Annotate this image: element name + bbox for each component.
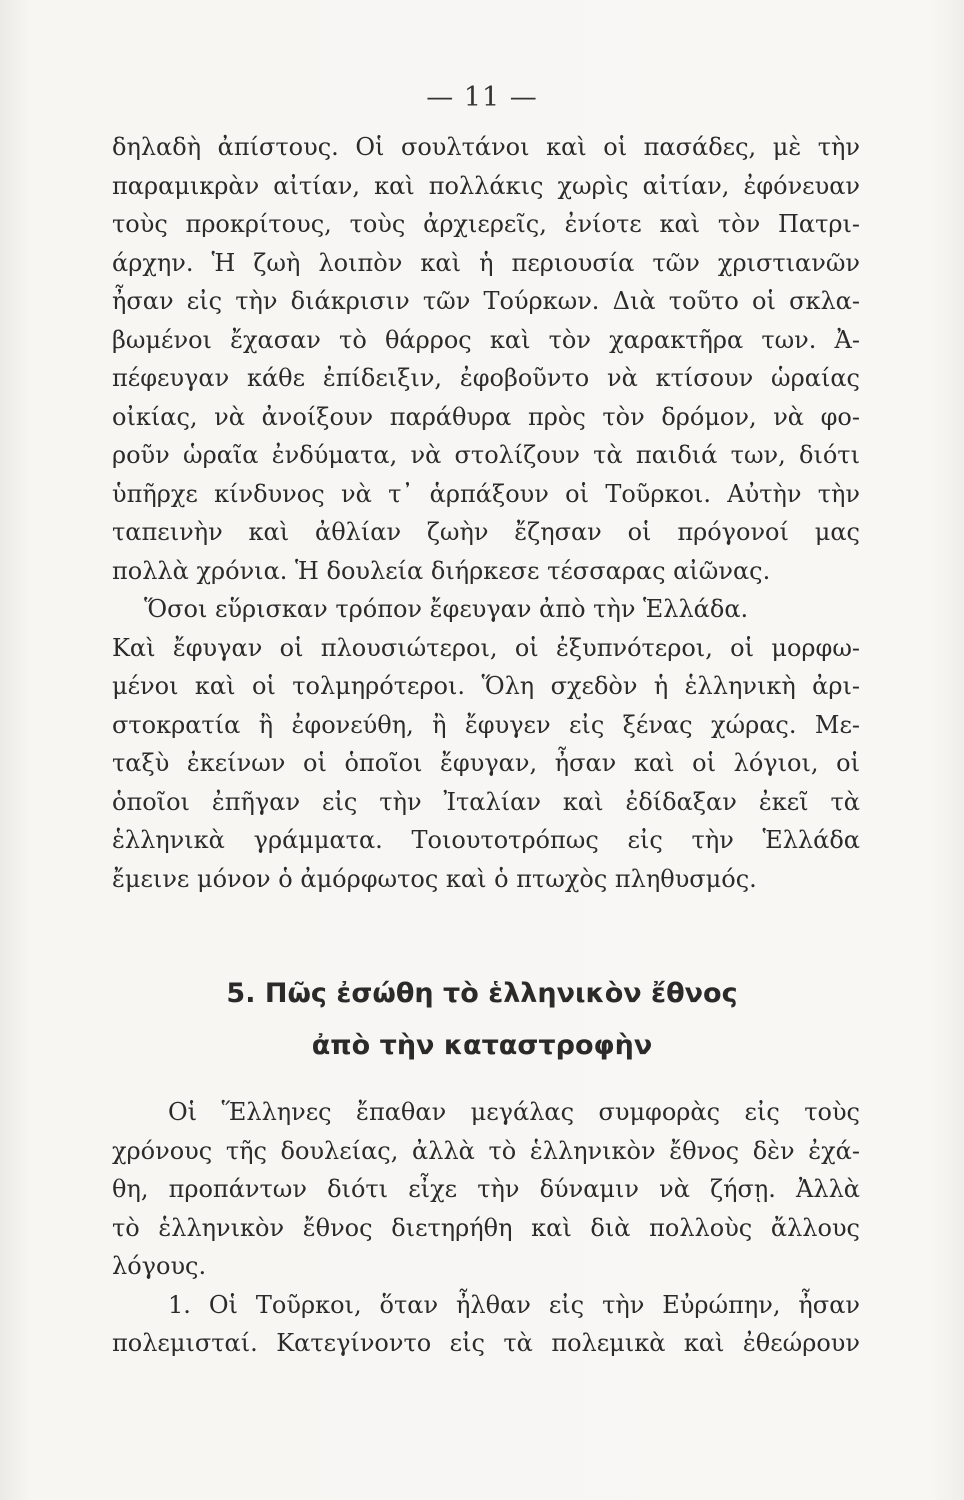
text-line: πέφευγαν κάθε ἐπίδειξιν, ἐφοβοῦντο νὰ κτίσουν ὡραίας xyxy=(112,364,860,392)
paragraph-block-2 xyxy=(112,1093,860,1363)
page-number: — 11 — xyxy=(426,82,538,113)
text-line: βωμένοι ἔχασαν τὸ θάρρος καὶ τὸν χαρακτῆρα των. Ἀ- xyxy=(112,325,860,354)
text-line: ἔμεινε μόνον ὁ ἀμόρφωτος καὶ ὁ πτωχὸς πληθυσμός. xyxy=(112,864,757,893)
section-heading-continued: ἀπὸ τὴν καταστροφὴν xyxy=(311,1030,653,1061)
section-heading: 5. Πῶς ἐσώθη τὸ ἑλληνικὸν ἔθνος xyxy=(226,978,738,1009)
text-line: τοὺς προκρίτους, τοὺς ἀρχιερεῖς, ἐνίοτε καὶ τὸν Πατρι- xyxy=(112,210,860,238)
text-line: ὑπῆρχε κίνδυνος νὰ τ᾽ ἁρπάξουν οἱ Τοῦρκοι. Αὐτὴν τὴν xyxy=(112,479,860,508)
text-line: ροῦν ὡραῖα ἐνδύματα, νὰ στολίζουν τὰ παιδιά των, διότι xyxy=(112,441,860,469)
text-line: ὁποῖοι ἐπῆγαν εἰς τὴν Ἰταλίαν καὶ ἐδίδαξαν ἐκεῖ τὰ xyxy=(112,787,860,816)
text-line: θη, προπάντων διότι εἶχε τὴν δύναμιν νὰ ζήσῃ. Ἀλλὰ xyxy=(112,1175,860,1203)
text-line: πολεμισταί. Κατεγίνοντο εἰς τὰ πολεμικὰ καὶ ἐθεώρουν xyxy=(112,1329,860,1357)
text-line: ἦσαν εἰς τὴν διάκρισιν τῶν Τούρκων. Διὰ τοῦτο οἱ σκλα- xyxy=(112,287,860,315)
text-line: Καὶ ἔφυγαν οἱ πλουσιώτεροι, οἱ ἐξυπνότεροι, οἱ μορφω- xyxy=(112,633,860,662)
text-line: ταξὺ ἐκείνων οἱ ὁποῖοι ἔφυγαν, ἦσαν καὶ οἱ λόγιοι, οἱ xyxy=(112,749,860,777)
text-line: Οἱ Ἕλληνες ἔπαθαν μεγάλας συμφορὰς εἰς τοὺς xyxy=(168,1098,860,1126)
paragraph-block-1 xyxy=(112,128,860,898)
text-line: τὸ ἑλληνικὸν ἔθνος διετηρήθη καὶ διὰ πολλοὺς ἄλλους xyxy=(112,1213,860,1242)
text-line: δηλαδὴ ἀπίστους. Οἱ σουλτάνοι καὶ οἱ πασάδες, μὲ τὴν xyxy=(112,133,860,161)
text-line: Ὅσοι εὕρισκαν τρόπον ἔφευγαν ἀπὸ τὴν Ἑλλάδα. xyxy=(144,595,749,623)
text-line: λόγους. xyxy=(112,1252,207,1280)
text-line: ταπεινὴν καὶ ἀθλίαν ζωὴν ἔζησαν οἱ πρόγονοί μας xyxy=(112,518,860,546)
text-line: 1. Οἱ Τοῦρκοι, ὅταν ἦλθαν εἰς τὴν Εὐρώπην, ἦσαν xyxy=(168,1290,860,1319)
text-line: άρχην. Ἡ ζωὴ λοιπὸν καὶ ἡ περιουσία τῶν χριστιανῶν xyxy=(112,248,860,277)
text-line: ἑλληνικὰ γράμματα. Τοιουτοτρόπως εἰς τὴν Ἑλλάδα xyxy=(112,826,860,854)
text-line: παραμικρὰν αἰτίαν, καὶ πολλάκις χωρὶς αἰτίαν, ἐφόνευαν xyxy=(112,171,860,200)
text-line: χρόνους τῆς δουλείας, ἀλλὰ τὸ ἑλληνικὸν ἔθνος δὲν ἐχά- xyxy=(112,1136,860,1165)
text-line: στοκρατία ἢ ἐφονεύθη, ἢ ἔφυγεν εἰς ξένας χώρας. Με- xyxy=(112,710,860,739)
text-line: πολλὰ χρόνια. Ἡ δουλεία διήρκεσε τέσσαρας αἰῶνας. xyxy=(112,556,771,585)
text-line: οἰκίας, νὰ ἀνοίξουν παράθυρα πρὸς τὸν δρόμον, νὰ φο- xyxy=(112,402,860,431)
text-line: μένοι καὶ οἱ τολμηρότεροι. Ὅλη σχεδὸν ἡ ἑλληνικὴ ἀρι- xyxy=(112,672,860,700)
